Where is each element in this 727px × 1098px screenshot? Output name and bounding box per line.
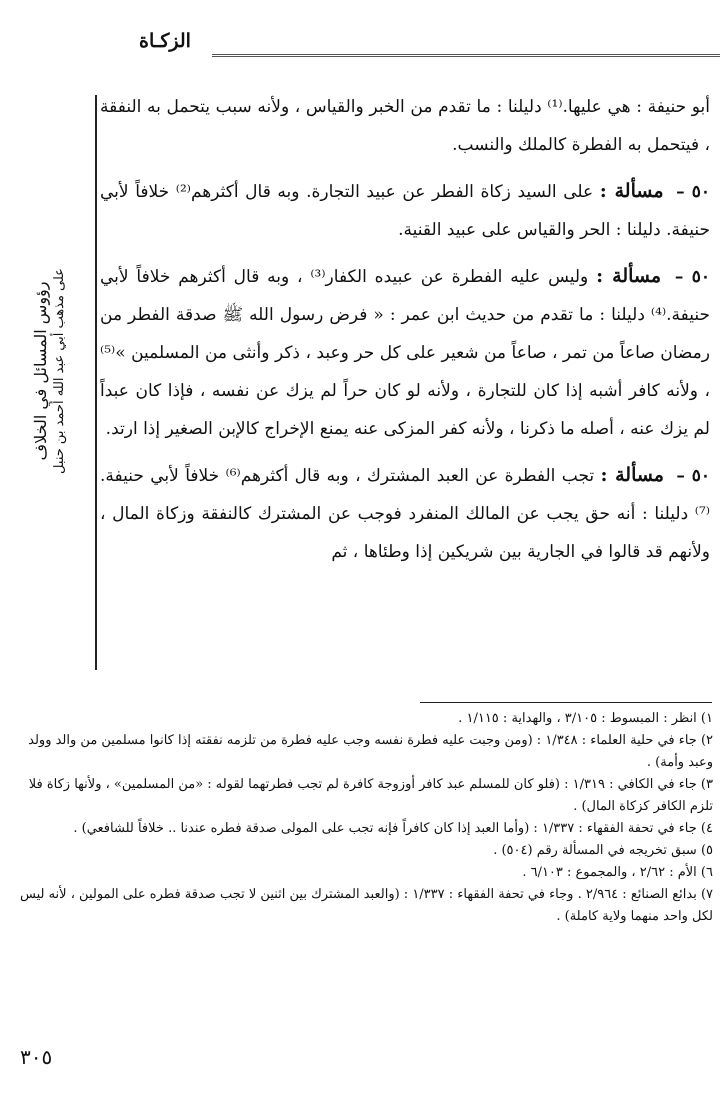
- footnote-3: ٣) جاء في الكافي : ١/٣١٩ : (فلو كان للمسلم عبد كافر أوزوجة كافرة لم تجب فطرتهما لقوله : «من المسلمين» ، ولأنها زكاة فلا تلزم الكافر كزكاة المال) .: [28, 777, 713, 814]
- side-running-title: [31, 161, 73, 581]
- page-number: ٣٠٥: [20, 1045, 53, 1069]
- paragraph-text: على السيد زكاة الفطر عن عبيد التجارة. وبه قال أكثرهم⁽²⁾ خلافاً لأبي حنيفة. دليلنا : الحر والقياس على عبيد القنية.: [100, 182, 710, 240]
- page-title: الزكـاة: [139, 30, 191, 52]
- paragraph-2: [100, 172, 710, 249]
- paragraph-3: [100, 257, 710, 448]
- footnote-4: ٤) جاء في تحفة الفقهاء : ١/٣٣٧ : (وأما العبد إذا كان كافراً فإنه تجب على المولى صدقة فطره عندنا .. خلافاً للشافعي) .: [73, 821, 713, 836]
- issue-label: مسألة :: [599, 180, 664, 202]
- footnotes: [18, 708, 713, 928]
- side-title-line2: على مذهب أبي عبد الله أحمد بن حنبل: [52, 268, 67, 474]
- side-title-line1: رؤوس المسائل في الخلاف: [31, 281, 50, 461]
- footnote-2: ٢) جاء في حلية العلماء : ١/٣٤٨ : (ومن وجبت عليه فطرة نفسه وجب عليه فطرة من تلزمه نفقته إذا كانوا مسلمين من والد وولد وعبد وأمة) .: [28, 733, 713, 770]
- paragraph-4: [100, 456, 710, 571]
- issue-number: ٥٠ –: [674, 267, 711, 287]
- footnote-6: ٦) الأم : ٢/٦٢ ، والمجموع : ٦/١٠٣ .: [522, 865, 713, 880]
- issue-label: مسألة :: [600, 464, 664, 486]
- issue-number: ٥٠ –: [676, 466, 710, 486]
- footnote-5: ٥) سبق تخريجه في المسألة رقم (٥٠٤) .: [493, 843, 713, 858]
- footnote-1: ١) انظر : المبسوط : ٣/١٠٥ ، والهداية : ١/١١٥ .: [458, 711, 713, 726]
- header-rule: [212, 54, 720, 57]
- paragraph-1: [100, 88, 710, 164]
- paragraph-text: تجب الفطرة عن العبد المشترك ، وبه قال أكثرهم⁽⁶⁾ خلافاً لأبي حنيفة.⁽⁷⁾ دليلنا : أنه حق يجب عن المالك المنفرد فوجب عن المشترك كالنفقة وزكاة المال ، ولأنهم قد قالوا في الجارية بين شريكين إذا وطئاها ، ثم: [100, 466, 710, 562]
- paragraph-text: أبو حنيفة : هي عليها.⁽¹⁾ دليلنا : ما تقدم من الخبر والقياس ، ولأنه سبب يتحمل به النفقة ، فيتحمل به الفطرة كالملك والنسب.: [100, 97, 710, 155]
- paragraph-text: وليس عليه الفطرة عن عبيده الكفار⁽³⁾ ، وبه قال أكثرهم خلافاً لأبي حنيفة.⁽⁴⁾ دليلنا : ما تقدم من حديث ابن عمر : « فرض رسول الله ﷺ صدقة الفطر من رمضان صاعاً من تمر ، صاعاً من شعير على كل حر وعبد ، ذكر وأنثى من المسلمين »⁽⁵⁾ ، ولأنه كافر أشبه إذا كان للتجارة ، ولأنه لو كان حراً لم يزك عن نفسه ، فإذا كان عبداً لم يزك عنه ، أصله ما ذكرنا ، ولأنه كفر المزكى عنه يمنع الإخراج كالإبن الصغير إذا ارتد.: [100, 267, 710, 439]
- footnote-rule: [420, 702, 712, 703]
- issue-label: مسألة :: [596, 265, 662, 287]
- body-text: [100, 88, 710, 571]
- footnote-7: ٧) بدائع الصنائع : ٢/٩٦٤ . وجاء في تحفة الفقهاء : ١/٣٣٧ : (والعبد المشترك بين اثنين لا تجب صدقة فطره على المولين ، لأنه ليس لكل واحد منهما ولاية كاملة) .: [20, 887, 713, 924]
- side-rule: [95, 95, 97, 670]
- issue-number: ٥٠ –: [676, 182, 710, 202]
